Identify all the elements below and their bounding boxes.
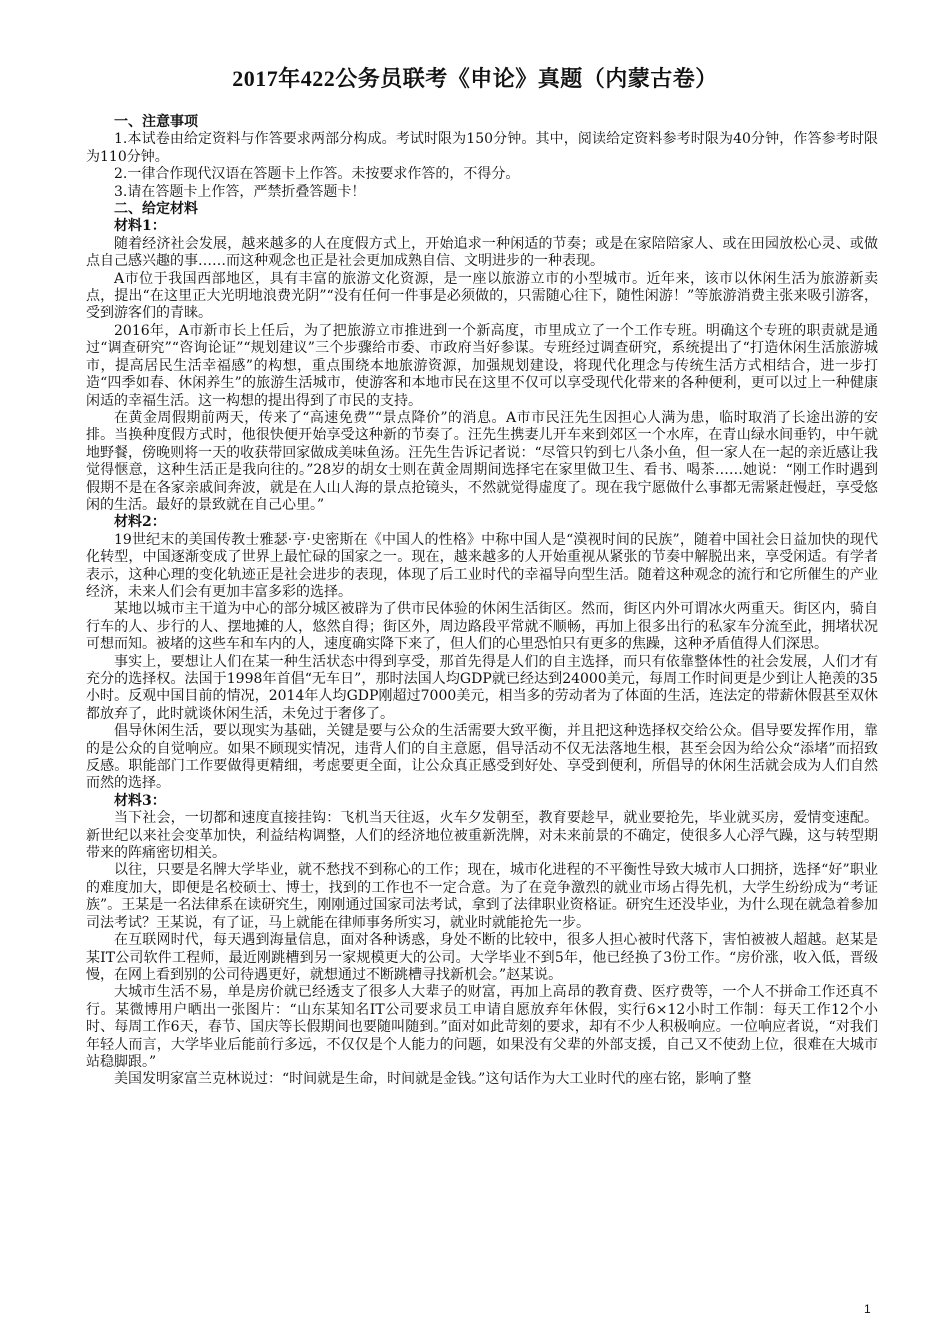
material-paragraph: 在互联网时代，每天遇到海量信息，面对各种诱惑，身处不断的比较中，很多人担心被时代落下，害怕被被人超越。赵某是某IT公司软件工程师，最近刚跳槽到另一家规模更大的公司。大学毕业不到5年，他已经换了3份工作。“房价涨，收入低，晋级慢，在网上看到别的公司待遇更好，就想通过不断跳槽寻找新机会。”赵某说。 [86,932,878,983]
material-paragraph: 以往，只要是名牌大学毕业，就不愁找不到称心的工作；现在，城市化进程的不平衡性导致大城市人口拥挤，选择“好”职业的难度加大，即便是名校硕士、博士，找到的工作也不一定合意。为了在竞争激烈的就业市场占得先机，大学生纷纷成为“考证族”。王某是一名法律系在读研究生，刚刚通过国家司法考试，拿到了法律职业资格证。研究生还没毕业，为什么现在就急着参加司法考试？王某说，有了证，马上就能在律师事务所实习，就业时就能抢先一步。 [86,862,878,931]
notice-item: 1.本试卷由给定资料与作答要求两部分构成。考试时限为150分钟。其中，阅读给定资料参考时限为40分钟，作答参考时限为110分钟。 [86,131,878,165]
section-heading-materials: 二、给定材料 [114,201,198,218]
material-2-label: 材料2： [114,514,166,531]
material-paragraph: 大城市生活不易，单是房价就已经透支了很多人大辈子的财富，再加上高昂的教育费、医疗费等，一个人不拼命工作还真不行。某微博用户晒出一张图片：“山东某知名IT公司要求员工申请自愿放弃年休假，实行6×12小时工作制：每天工作12个小时、每周工作6天，春节、国庆等长假期间也要随叫随到。”面对如此苛刻的要求，却有不少人积极响应。一位响应者说，“对我们年轻人而言，大学毕业后能前行多远，不仅仅是个人能力的问题，如果没有父辈的外部支援，自己又不使劲上位，很难在大城市站稳脚跟。” [86,984,878,1070]
page-title: 2017年422公务员联考《申论》真题（内蒙古卷） [232,66,718,91]
material-1-label: 材料1： [114,218,166,235]
section-heading-notes: 一、注意事项 [114,114,198,130]
page-number: 1 [864,1302,871,1316]
material-paragraph: A市位于我国西部地区，具有丰富的旅游文化资源，是一座以旅游立市的小型城市。近年来，该市以休闲生活为旅游新卖点，提出“在这里正大光明地浪费光阴”“没有任何一件事是必须做的，只需随心往下，随性闲游！”等旅游消费主张来吸引游客，受到游客们的青睐。 [86,270,878,322]
material-paragraph: 当下社会，一切都和速度直接挂钩：飞机当天往返，火车夕发朝至，教育要趁早，就业要抢先，毕业就买房，爱情变速配。新世纪以来社会变革加快，利益结构调整，人们的经济地位被重新洗牌，对未来前景的不确定，使很多人心浮气躁，这与转型期带来的阵痛密切相关。 [86,810,878,862]
material-paragraph: 2016年，A市新市长上任后，为了把旅游立市推进到一个新高度，市里成立了一个工作专班。明确这个专班的职责就是通过“调查研究”“咨询论证”“规划建议”三个步骤给市委、市政府当好参谋。专班经过调查研究，系统提出了“打造休闲生活旅游城市，提高居民生活幸福感”的构想，重点围绕本地旅游资源，加强规划建设，将现代化理念与传统生活方式相结合，进一步打造“四季如春、休闲养生”的旅游生活城市，使游客和本地市民在这里不仅可以享受现代化带来的各种便利，更可以过上一种健康闲适的幸福生活。这一构想的提出得到了市民的支持。 [86,322,878,409]
material-paragraph: 某地以城市主干道为中心的部分城区被辟为了供市民体验的休闲生活街区。然而，街区内外可谓冰火两重天。街区内，骑自行车的人、步行的人、摆地摊的人，悠然自得；街区外，周边路段平常就不顺畅，再加上很多出行的私家车分流至此，拥堵状况可想而知。被堵的这些车和车内的人，速度确实降下来了，但人们的心里恐怕只有更多的焦躁，这种矛盾值得人们深思。 [86,601,878,653]
material-paragraph: 事实上，要想让人们在某一种生活状态中得到享受，那首先得是人们的自主选择，而只有依靠整体性的社会发展，人们才有充分的选择权。法国于1998年首倡“无车日”，那时法国人均GDP就已经达到24000美元，每周工作时间更是少到让人艳羡的35小时。反观中国目前的情况，2014年人均GDP刚超过7000美元，相当多的劳动者为了体面的生活，连法定的带薪休假甚至双休都放弃了，此时就谈休闲生活，未免过于奢侈了。 [86,653,878,722]
material-paragraph: 19世纪末的美国传教士雅瑟·亨·史密斯在《中国人的性格》中称中国人是“漠视时间的民族”，随着中国社会日益加快的现代化转型，中国逐渐变成了世界上最忙碌的国家之一。现在，越来越多的人开始重视从紧张的节奏中解脱出来，享受闲适。有学者表示，这种心理的变化轨迹正是社会进步的表现，体现了后工业时代的幸福导向型生活。随着这种观念的流行和它所催生的产业经济，未来人们会有更加丰富多彩的选择。 [86,531,878,600]
document-body [86,114,878,1089]
material-3-label: 材料3： [114,792,166,809]
material-paragraph: 美国发明家富兰克林说过：“时间就是生命，时间就是金钱。”这句话作为大工业时代的座右铭，影响了整 [114,1071,752,1088]
material-paragraph: 倡导休闲生活，要以现实为基础，关键是要与公众的生活需要大致平衡，并且把这种选择权交给公众。倡导要发挥作用，靠的是公众的自觉响应。如果不顾现实情况，违背人们的自主意愿，倡导活动不仅无法落地生根，甚至会因为给公众“添堵”而招致反感。职能部门工作要做得更精细，考虑要更全面，让公众真正感受到好处、享受到便利，所倡导的休闲生活就会成为人们自然而然的选择。 [86,723,878,792]
material-paragraph: 在黄金周假期前两天，传来了“高速免费”“景点降价”的消息。A市市民汪先生因担心人满为患，临时取消了长途出游的安排。当换种度假方式时，他很快便开始享受这种新的节奏了。汪先生携妻儿开车来到郊区一个水库，在青山绿水间垂钓，中午就地野餐，傍晚则将一天的收获带回家做成美味鱼汤。汪先生告诉记者说：“尽管只钓到七八条小鱼，但一家人在一起的亲近感让我觉得惬意，这种生活正是我向往的。”28岁的胡女士则在黄金周期间选择宅在家里做卫生、看书、喝茶……她说：“刚工作时遇到假期不是在各家亲戚间奔波，就是在人山人海的景点抢镜头，不然就觉得虚度了。现在我宁愿做什么事都无需紧赶慢赶，享受悠闲的生活。最好的景致就在自己心里。” [86,409,878,513]
notice-item: 3.请在答题卡上作答，严禁折叠答题卡！ [114,183,366,200]
material-paragraph: 随着经济社会发展，越来越多的人在度假方式上，开始追求一种闲适的节奏；或是在家陪陪家人、或在田园放松心灵、或做点自己感兴趣的事……而这种观念也正是社会更加成熟自信、文明进步的一种表现。 [86,235,878,270]
notice-item: 2.一律合作现代汉语在答题卡上作答。未按要求作答的，不得分。 [114,166,520,183]
